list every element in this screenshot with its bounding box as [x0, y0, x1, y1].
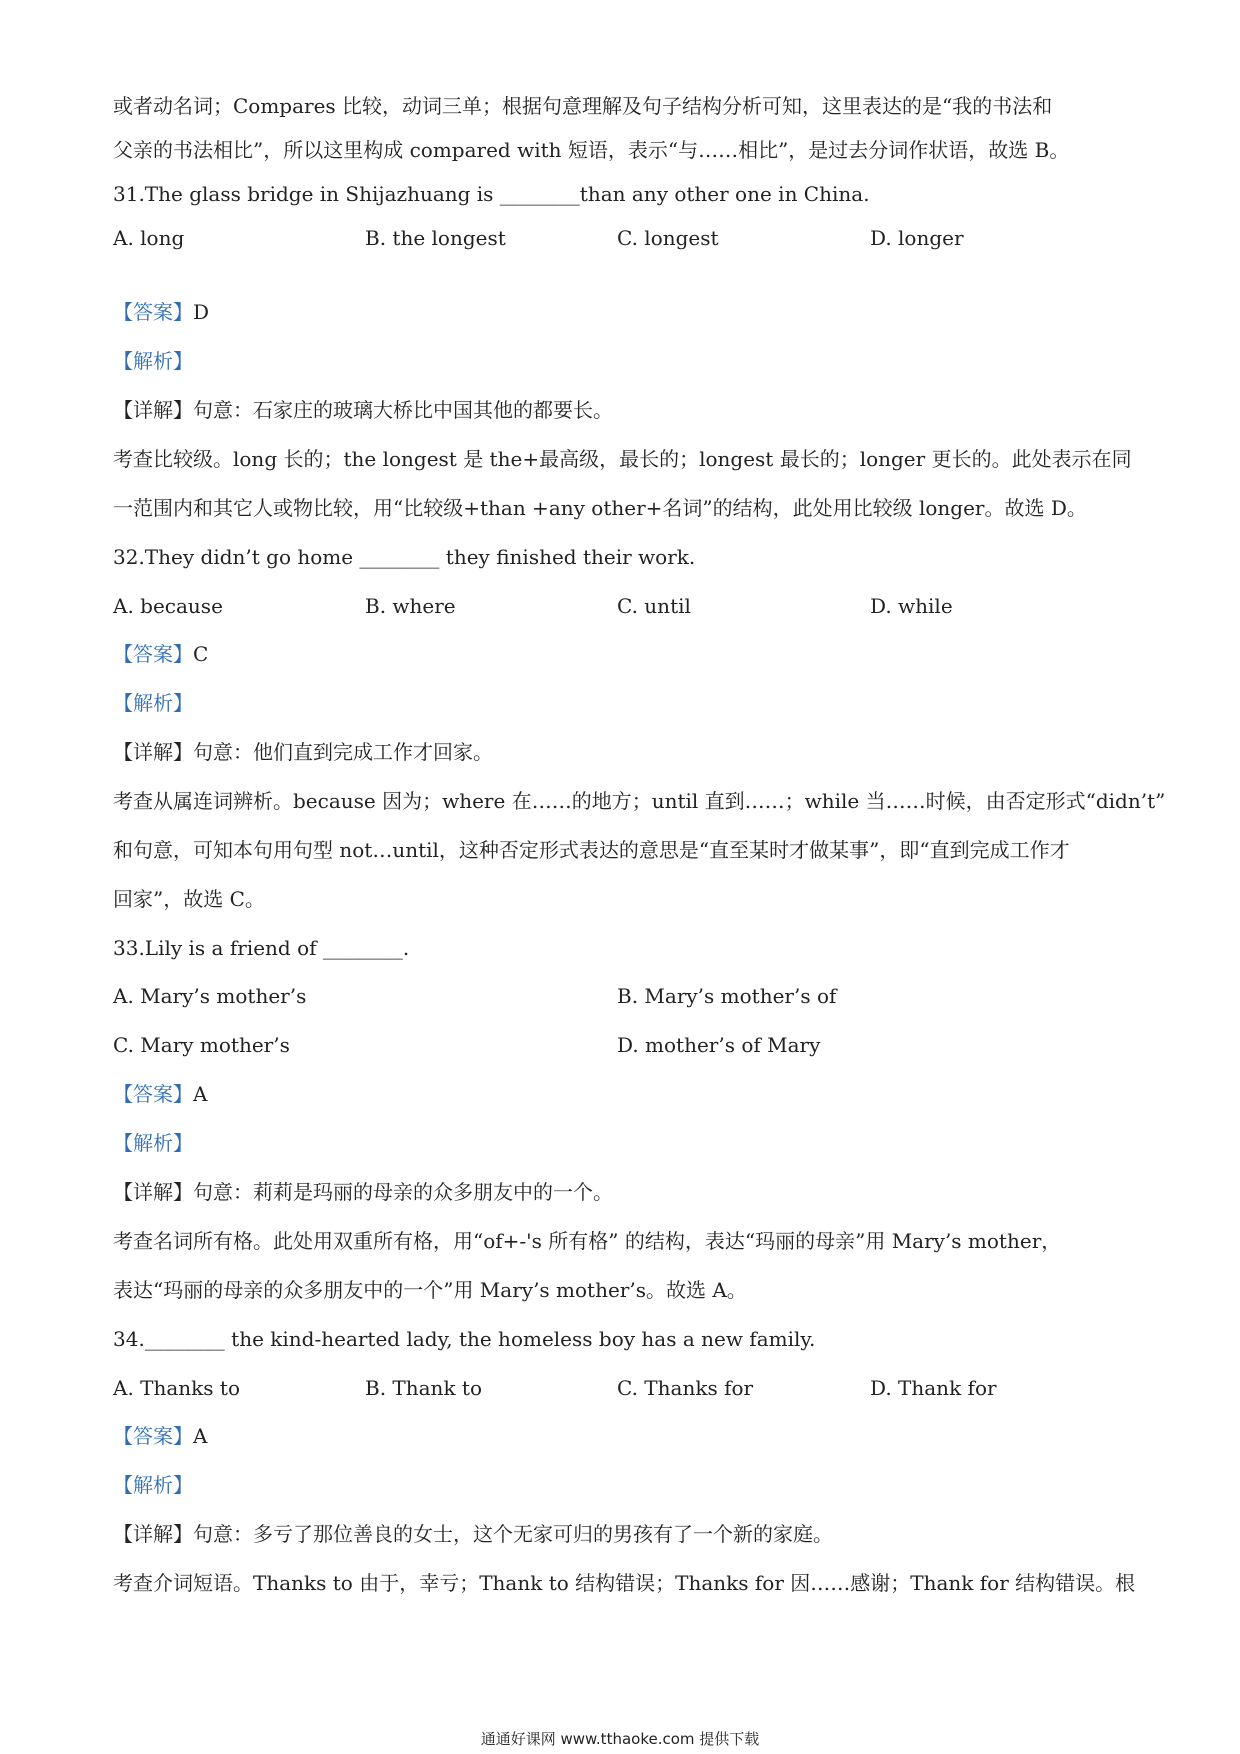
- answer-value: D: [193, 300, 210, 324]
- question-31-analysis-label: [113, 347, 1133, 375]
- analysis-label: 【解析】: [113, 1131, 193, 1155]
- question-33-option-b: B. Mary’s mother’s of: [617, 984, 837, 1008]
- page-footer: 通通好课网 www.tthaoke.com 提供下载: [480, 1730, 760, 1748]
- question-33-option-a: A. Mary’s mother’s: [113, 984, 307, 1008]
- question-32-option-b: B. where: [365, 594, 456, 618]
- question-31-option-d: D. longer: [870, 226, 964, 250]
- question-33-option-c: C. Mary mother’s: [113, 1033, 290, 1057]
- question-32-option-c: C. until: [617, 594, 691, 618]
- question-32-explanation-1: 考查从属连词辨析。because 因为；where 在……的地方；until 直到……；while 当……时候，由否定形式“didn’t”: [113, 789, 1166, 813]
- answer-label: 【答案】: [113, 642, 193, 666]
- answer-label: 【答案】: [113, 300, 193, 324]
- question-31-option-a: A. long: [113, 226, 185, 250]
- analysis-label: 【解析】: [113, 1473, 193, 1497]
- question-32-explanation-2: 和句意，可知本句用句型 not…until，这种否定形式表达的意思是“直至某时才做某事”，即“直到完成工作才: [113, 838, 1070, 862]
- question-34-option-c: C. Thanks for: [617, 1376, 754, 1400]
- question-33-analysis-label: [113, 1129, 1133, 1157]
- question-34-answer: [113, 1422, 1133, 1450]
- intro-line-1: 或者动名词；Compares 比较，动词三单；根据句意理解及句子结构分析可知，这里表达的是“我的书法和: [113, 94, 1053, 118]
- question-33-stem: 33.Lily is a friend of ________.: [113, 936, 410, 960]
- answer-label: 【答案】: [113, 1082, 193, 1106]
- question-33-explanation-2: 表达“玛丽的母亲的众多朋友中的一个”用 Mary’s mother’s。故选 A。: [113, 1278, 747, 1302]
- question-34-stem: 34.________ the kind-hearted lady, the homeless boy has a new family.: [113, 1327, 816, 1351]
- question-34-option-d: D. Thank for: [870, 1376, 997, 1400]
- question-33-option-d: D. mother’s of Mary: [617, 1033, 821, 1057]
- question-31-explanation-2: 一范围内和其它人或物比较，用“比较级+than +any other+名词”的结构，此处用比较级 longer。故选 D。: [113, 496, 1087, 520]
- question-32-option-a: A. because: [113, 594, 223, 618]
- answer-label: 【答案】: [113, 1424, 193, 1448]
- question-34-analysis-label: [113, 1471, 1133, 1499]
- question-34-option-b: B. Thank to: [365, 1376, 482, 1400]
- question-31-explanation-1: 考查比较级。long 长的；the longest 是 the+最高级，最长的；longest 最长的；longer 更长的。此处表示在同: [113, 447, 1132, 471]
- question-33-explanation-1: 考查名词所有格。此处用双重所有格，用“of+-'s 所有格” 的结构，表达“玛丽的母亲”用 Mary’s mother，: [113, 1229, 1062, 1253]
- question-31-option-b: B. the longest: [365, 226, 506, 250]
- question-31-detail: 【详解】句意：石家庄的玻璃大桥比中国其他的都要长。: [113, 398, 613, 422]
- question-31-stem: 31.The glass bridge in Shijazhuang is ________than any other one in China.: [113, 182, 870, 206]
- question-32-answer: [113, 640, 1133, 668]
- question-34-explanation-1: 考查介词短语。Thanks to 由于，幸亏；Thank to 结构错误；Thanks for 因……感谢；Thank for 结构错误。根: [113, 1571, 1136, 1595]
- analysis-label: 【解析】: [113, 349, 193, 373]
- question-32-option-d: D. while: [870, 594, 953, 618]
- question-32-detail: 【详解】句意：他们直到完成工作才回家。: [113, 740, 493, 764]
- question-34-option-a: A. Thanks to: [113, 1376, 241, 1400]
- question-32-analysis-label: [113, 689, 1133, 717]
- question-33-answer: [113, 1080, 1133, 1108]
- question-33-detail: 【详解】句意：莉莉是玛丽的母亲的众多朋友中的一个。: [113, 1180, 613, 1204]
- question-34-detail: 【详解】句意：多亏了那位善良的女士，这个无家可归的男孩有了一个新的家庭。: [113, 1522, 833, 1546]
- answer-value: A: [193, 1082, 208, 1106]
- question-31-answer: [113, 298, 1133, 326]
- answer-value: C: [193, 642, 209, 666]
- analysis-label: 【解析】: [113, 691, 193, 715]
- answer-value: A: [193, 1424, 208, 1448]
- question-32-explanation-3: 回家”，故选 C。: [113, 887, 265, 911]
- question-32-stem: 32.They didn’t go home ________ they finished their work.: [113, 545, 696, 569]
- question-31-option-c: C. longest: [617, 226, 719, 250]
- intro-line-2: 父亲的书法相比”，所以这里构成 compared with 短语，表示“与……相比”，是过去分词作状语，故选 B。: [113, 138, 1070, 162]
